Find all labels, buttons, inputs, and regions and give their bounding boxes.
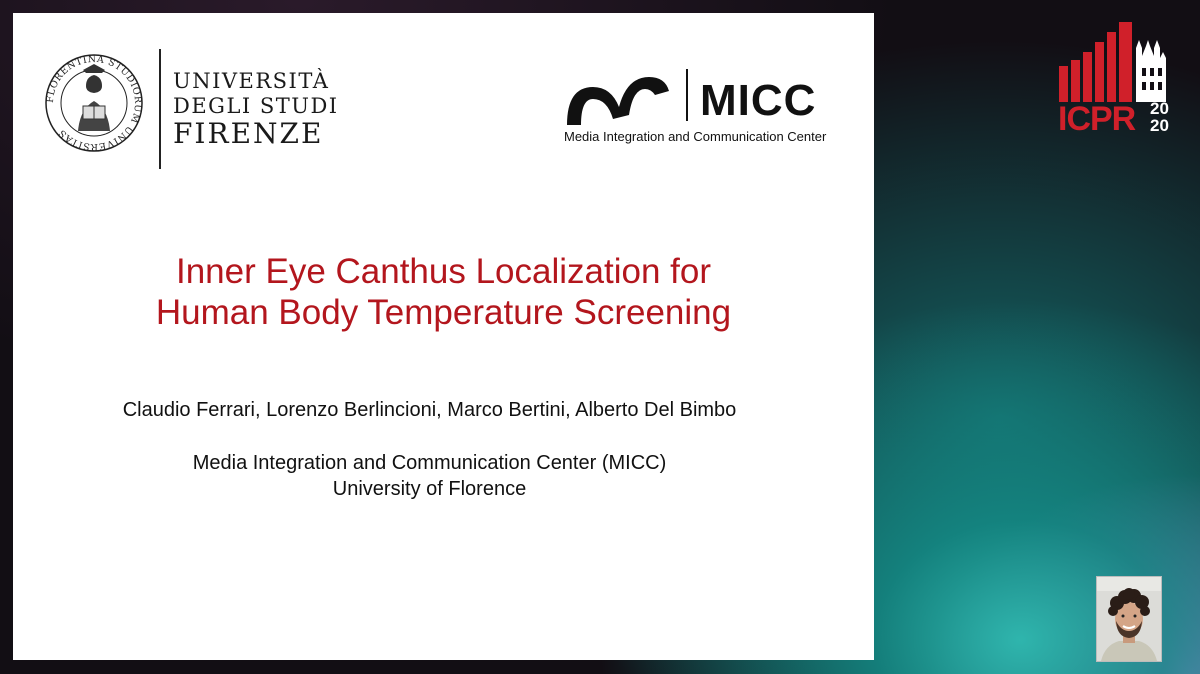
affiliation-line1: Media Integration and Communication Center (MICC) [192,452,667,474]
affiliation-line2: University of Florence [332,478,527,500]
university-name-line3: FIRENZE [173,117,324,150]
micc-divider [686,69,688,121]
icpr-year-bottom: 20 [1150,116,1169,133]
university-name-line1: UNIVERSITÀ [173,69,330,93]
micc-arch-icon [563,69,673,127]
seal-lettering: FLORENTINA STUDIORUM UNIVERSITAS [44,53,144,153]
icpr-name: ICPR [1058,100,1136,133]
micc-wordmark: MICC [700,76,817,125]
slide-title-line1: Inner Eye Canthus Localization for [175,252,712,291]
speaker-avatar-icon [1097,577,1161,661]
speaker-webcam[interactable] [1096,576,1162,662]
icpr-year-top: 20 [1150,99,1169,118]
slide-title-line2: Human Body Temperature Screening [155,293,732,332]
slide-title [13,251,874,333]
university-name [173,69,339,150]
presentation-slide [13,13,874,660]
university-seal-icon [43,51,145,155]
affiliation [13,450,846,502]
micc-tagline: Media Integration and Communication Center [564,129,827,144]
icpr-conference-logo [1058,18,1178,133]
author-list: Claudio Ferrari, Lorenzo Berlincioni, Marco Bertini, Alberto Del Bimbo [122,399,737,421]
university-name-line2: DEGLI STUDI [173,94,339,118]
logo-divider [159,49,161,169]
